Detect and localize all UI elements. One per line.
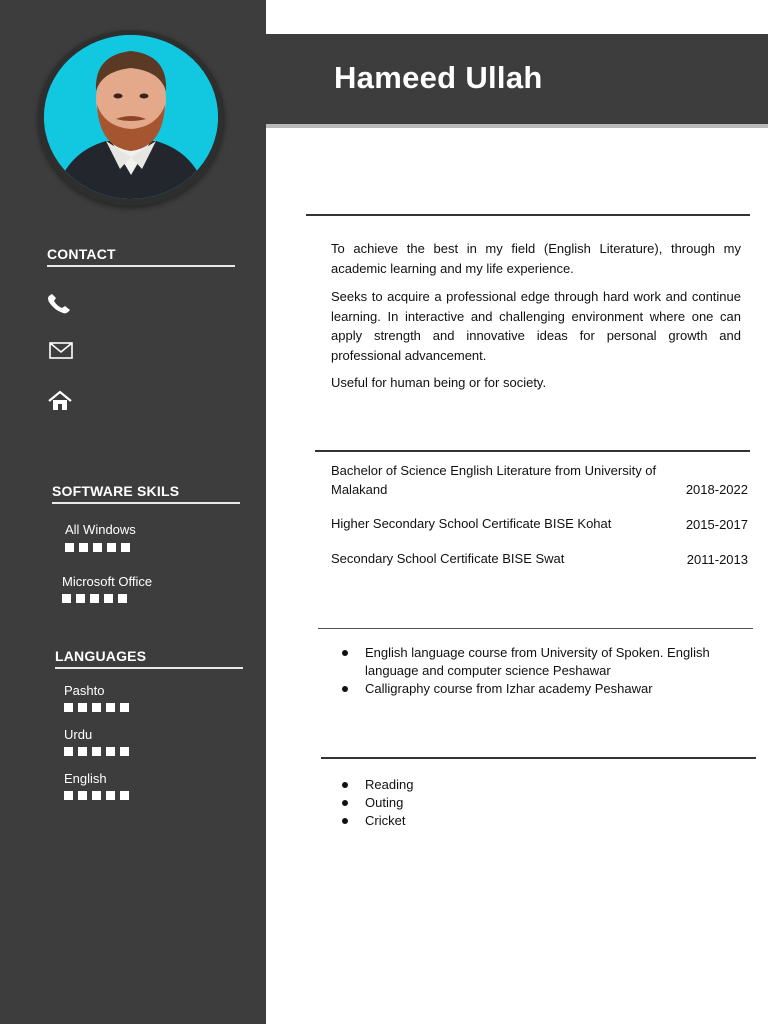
software-heading-rule bbox=[52, 502, 240, 504]
hobby-item: Cricket bbox=[331, 812, 531, 830]
course-item: Calligraphy course from Izhar academy Peshawar bbox=[331, 680, 741, 698]
envelope-icon bbox=[48, 340, 74, 362]
home-icon bbox=[47, 390, 73, 412]
courses-list bbox=[331, 644, 741, 698]
education-years: 2018-2022 bbox=[685, 481, 748, 497]
education-title: Secondary School Certificate BISE Swat bbox=[331, 551, 565, 566]
language-name: Pashto bbox=[64, 683, 105, 698]
skill-rating bbox=[62, 594, 127, 603]
education-entry bbox=[331, 550, 748, 569]
contact-heading: CONTACT bbox=[47, 246, 116, 262]
education-divider bbox=[315, 450, 750, 452]
hobby-item: Reading bbox=[331, 776, 531, 794]
objective-paragraph: To achieve the best in my field (English Literature), through my academic learning and my life experience. bbox=[331, 241, 741, 276]
objective-paragraph: Useful for human being or for society. bbox=[331, 375, 547, 390]
language-rating bbox=[64, 791, 129, 800]
skill-name: Microsoft Office bbox=[62, 574, 153, 589]
avatar bbox=[44, 35, 218, 199]
languages-heading: LANGUAGES bbox=[55, 648, 147, 664]
hobbies-divider bbox=[321, 757, 756, 759]
hobbies-list bbox=[331, 776, 531, 830]
education-entry bbox=[331, 462, 748, 499]
course-item: English language course from University of Spoken. English language and computer science Peshawar bbox=[331, 644, 741, 680]
candidate-name: Hameed Ullah bbox=[334, 60, 543, 95]
languages-heading-rule bbox=[55, 667, 243, 669]
banner-shadow bbox=[266, 124, 768, 128]
language-rating bbox=[64, 747, 129, 756]
profile-photo bbox=[44, 35, 218, 199]
education-entry bbox=[331, 515, 748, 534]
education-years: 2015-2017 bbox=[685, 516, 748, 532]
hobby-item: Outing bbox=[331, 794, 531, 812]
language-name: Urdu bbox=[64, 727, 93, 742]
skill-name: All Windows bbox=[65, 522, 136, 537]
objective-divider bbox=[306, 214, 750, 216]
education-years: 2011-2013 bbox=[686, 551, 748, 567]
software-skills-heading: SOFTWARE SKILS bbox=[52, 483, 180, 499]
education-title: Higher Secondary School Certificate BISE Kohat bbox=[331, 516, 612, 531]
phone-icon bbox=[46, 293, 72, 315]
skill-rating bbox=[65, 543, 130, 552]
language-rating bbox=[64, 703, 129, 712]
courses-divider bbox=[318, 628, 753, 629]
language-name: English bbox=[64, 771, 107, 786]
objective-paragraph: Seeks to acquire a professional edge through hard work and continue learning. In interactive and challenging environment where one can apply strength and innovative ideas for personal growth and professional advancement. bbox=[331, 289, 741, 363]
contact-heading-rule bbox=[47, 265, 235, 267]
education-title: Bachelor of Science English Literature from University of Malakand bbox=[331, 463, 657, 497]
